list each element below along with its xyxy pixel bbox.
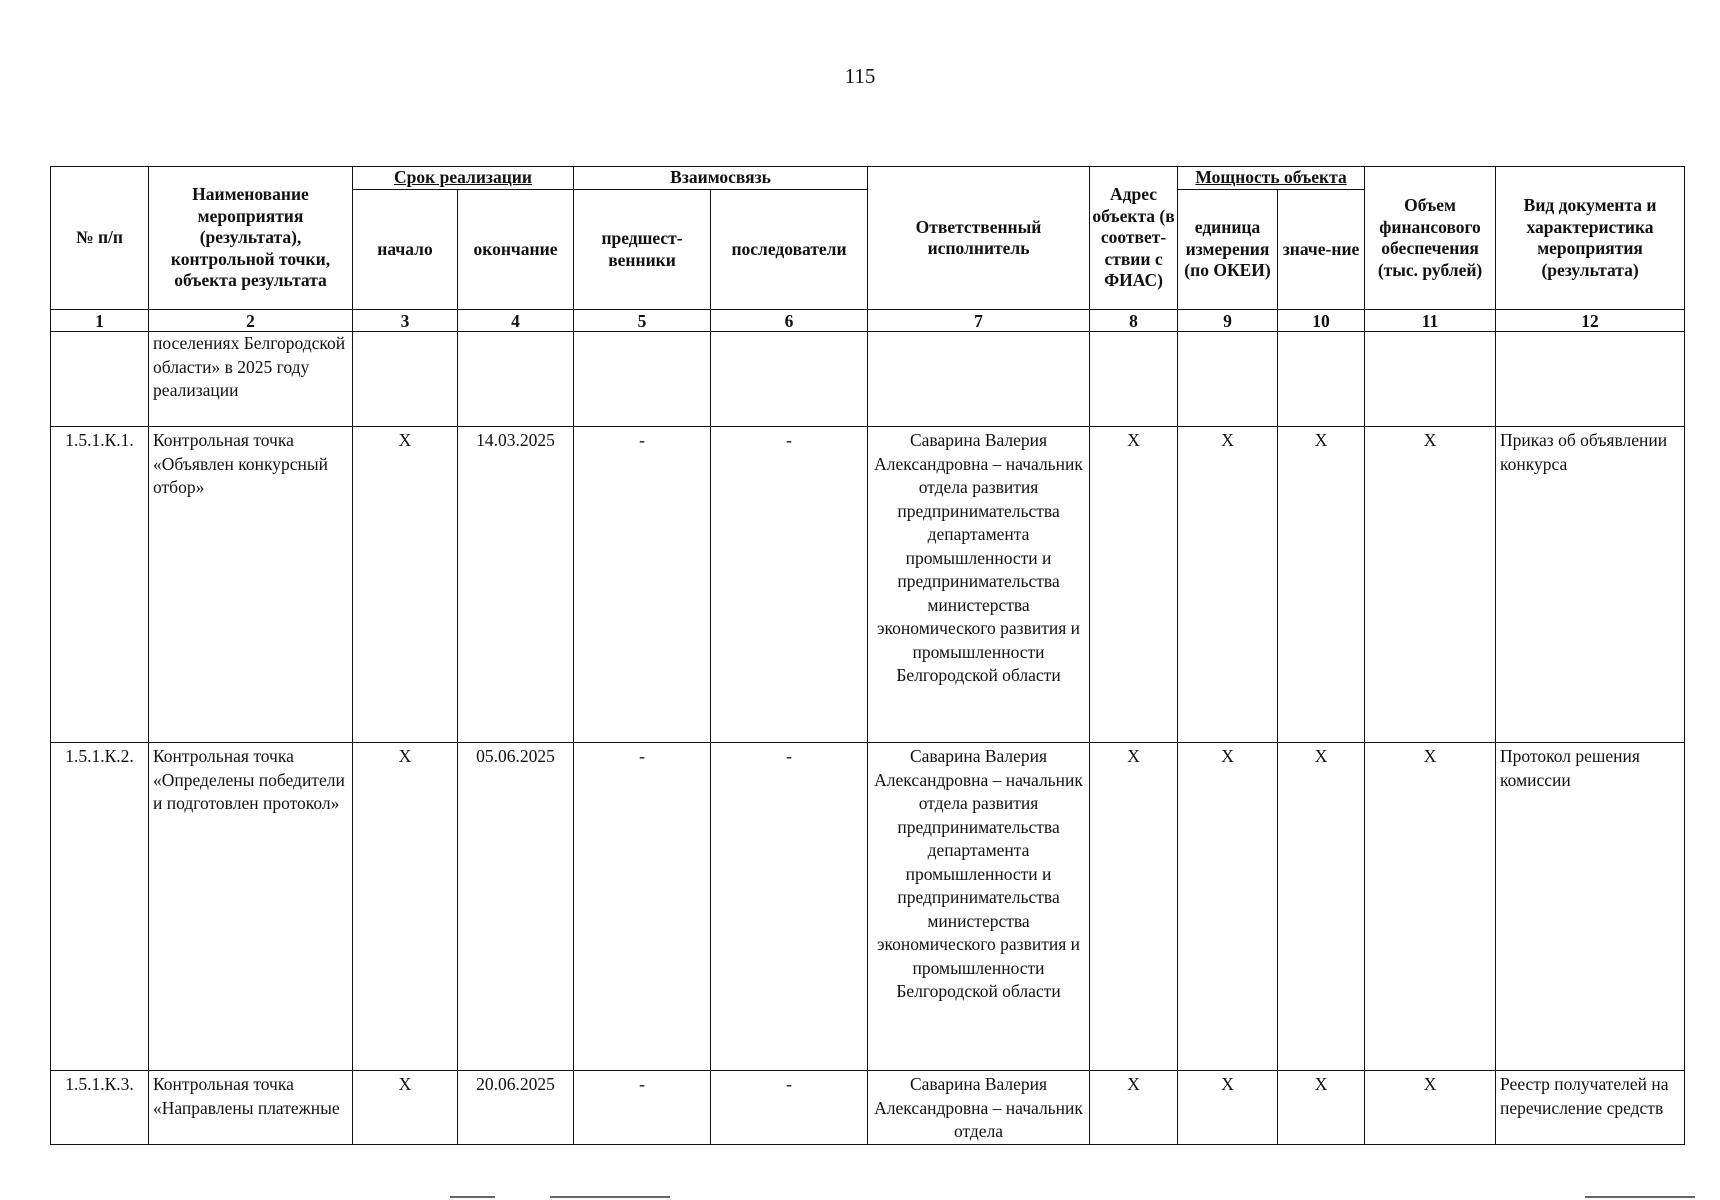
cell-address: Х (1090, 743, 1178, 1071)
cell-executor: Саварина Валерия Александровна – начальник отдела развития предпринимательства департамента промышленности и предпринимательства министерства экономического развития и промышленности Белгородской области (868, 743, 1090, 1071)
cell-end: 05.06.2025 (458, 743, 574, 1071)
header-row-1 (51, 167, 1685, 190)
column-number: 3 (353, 310, 458, 332)
column-numbers-row (51, 310, 1685, 332)
continuation-row (51, 332, 1685, 427)
header-doc: Вид документа и характеристика мероприятия (результата) (1496, 167, 1685, 310)
cell-predecessors: - (574, 1071, 711, 1145)
column-number: 9 (1178, 310, 1278, 332)
cell-name: Контрольная точка «Объявлен конкурсный отбор» (149, 427, 353, 743)
cell-successors: - (711, 1071, 868, 1145)
cell-predecessors: - (574, 743, 711, 1071)
cell-start: Х (353, 743, 458, 1071)
header-num: № п/п (51, 167, 149, 310)
cell-predecessors: - (574, 427, 711, 743)
header-relations: Взаимосвязь (574, 167, 868, 190)
cell-doc: Приказ об объявлении конкурса (1496, 427, 1685, 743)
table-row (51, 743, 1685, 1071)
column-number: 11 (1365, 310, 1496, 332)
cell-num (51, 332, 149, 427)
column-number: 12 (1496, 310, 1685, 332)
cell-name: Контрольная точка «Направлены платежные (149, 1071, 353, 1145)
scan-mark (450, 1196, 495, 1198)
cell-num: 1.5.1.К.1. (51, 427, 149, 743)
header-end: окончание (458, 190, 574, 310)
scan-mark (1585, 1196, 1695, 1198)
header-executor: Ответственный исполнитель (868, 167, 1090, 310)
cell-value: Х (1278, 743, 1365, 1071)
column-number: 4 (458, 310, 574, 332)
cell-executor: Саварина Валерия Александровна – начальник отдела развития предпринимательства департамента промышленности и предпринимательства министерства экономического развития и промышленности Белгородской области (868, 427, 1090, 743)
cell-start: Х (353, 1071, 458, 1145)
table-row (51, 1071, 1685, 1145)
cell-start: Х (353, 427, 458, 743)
cell-finance: Х (1365, 1071, 1496, 1145)
cell-name: Контрольная точка «Определены победители и подготовлен протокол» (149, 743, 353, 1071)
column-number: 5 (574, 310, 711, 332)
cell-doc: Реестр получателей на перечисление средств (1496, 1071, 1685, 1145)
column-number: 1 (51, 310, 149, 332)
cell-finance: Х (1365, 427, 1496, 743)
cell-value: Х (1278, 427, 1365, 743)
header-address: Адрес объекта (в соответ-ствии с ФИАС) (1090, 167, 1178, 310)
header-predecessors: предшест-венники (574, 190, 711, 310)
cell-end: 20.06.2025 (458, 1071, 574, 1145)
column-number: 7 (868, 310, 1090, 332)
page-number: 115 (844, 64, 876, 88)
cell-name: поселениях Белгородской области» в 2025 году реализации (149, 332, 353, 427)
header-name: Наименование мероприятия (результата), контрольной точки, объекта результата (149, 167, 353, 310)
table-row (51, 427, 1685, 743)
header-value: значе-ние (1278, 190, 1365, 310)
cell-successors: - (711, 427, 868, 743)
cell-successors: - (711, 743, 868, 1071)
cell-num: 1.5.1.К.2. (51, 743, 149, 1071)
cell-num: 1.5.1.К.3. (51, 1071, 149, 1145)
cell-end: 14.03.2025 (458, 427, 574, 743)
scan-mark (550, 1196, 670, 1198)
column-number: 8 (1090, 310, 1178, 332)
column-number: 10 (1278, 310, 1365, 332)
header-unit: единица измерения (по ОКЕИ) (1178, 190, 1278, 310)
measures-table (50, 166, 1685, 1145)
header-finance: Объем финансового обеспечения (тыс. рублей) (1365, 167, 1496, 310)
cell-unit: Х (1178, 743, 1278, 1071)
cell-finance: Х (1365, 743, 1496, 1071)
column-number: 6 (711, 310, 868, 332)
header-start: начало (353, 190, 458, 310)
cell-unit: Х (1178, 427, 1278, 743)
cell-address: Х (1090, 1071, 1178, 1145)
header-successors: последователи (711, 190, 868, 310)
header-capacity: Мощность объекта (1178, 167, 1365, 190)
cell-value: Х (1278, 1071, 1365, 1145)
cell-unit: Х (1178, 1071, 1278, 1145)
column-number: 2 (149, 310, 353, 332)
cell-executor: Саварина Валерия Александровна – начальник отдела (868, 1071, 1090, 1145)
cell-doc: Протокол решения комиссии (1496, 743, 1685, 1071)
cell-address: Х (1090, 427, 1178, 743)
header-period: Срок реализации (353, 167, 574, 190)
